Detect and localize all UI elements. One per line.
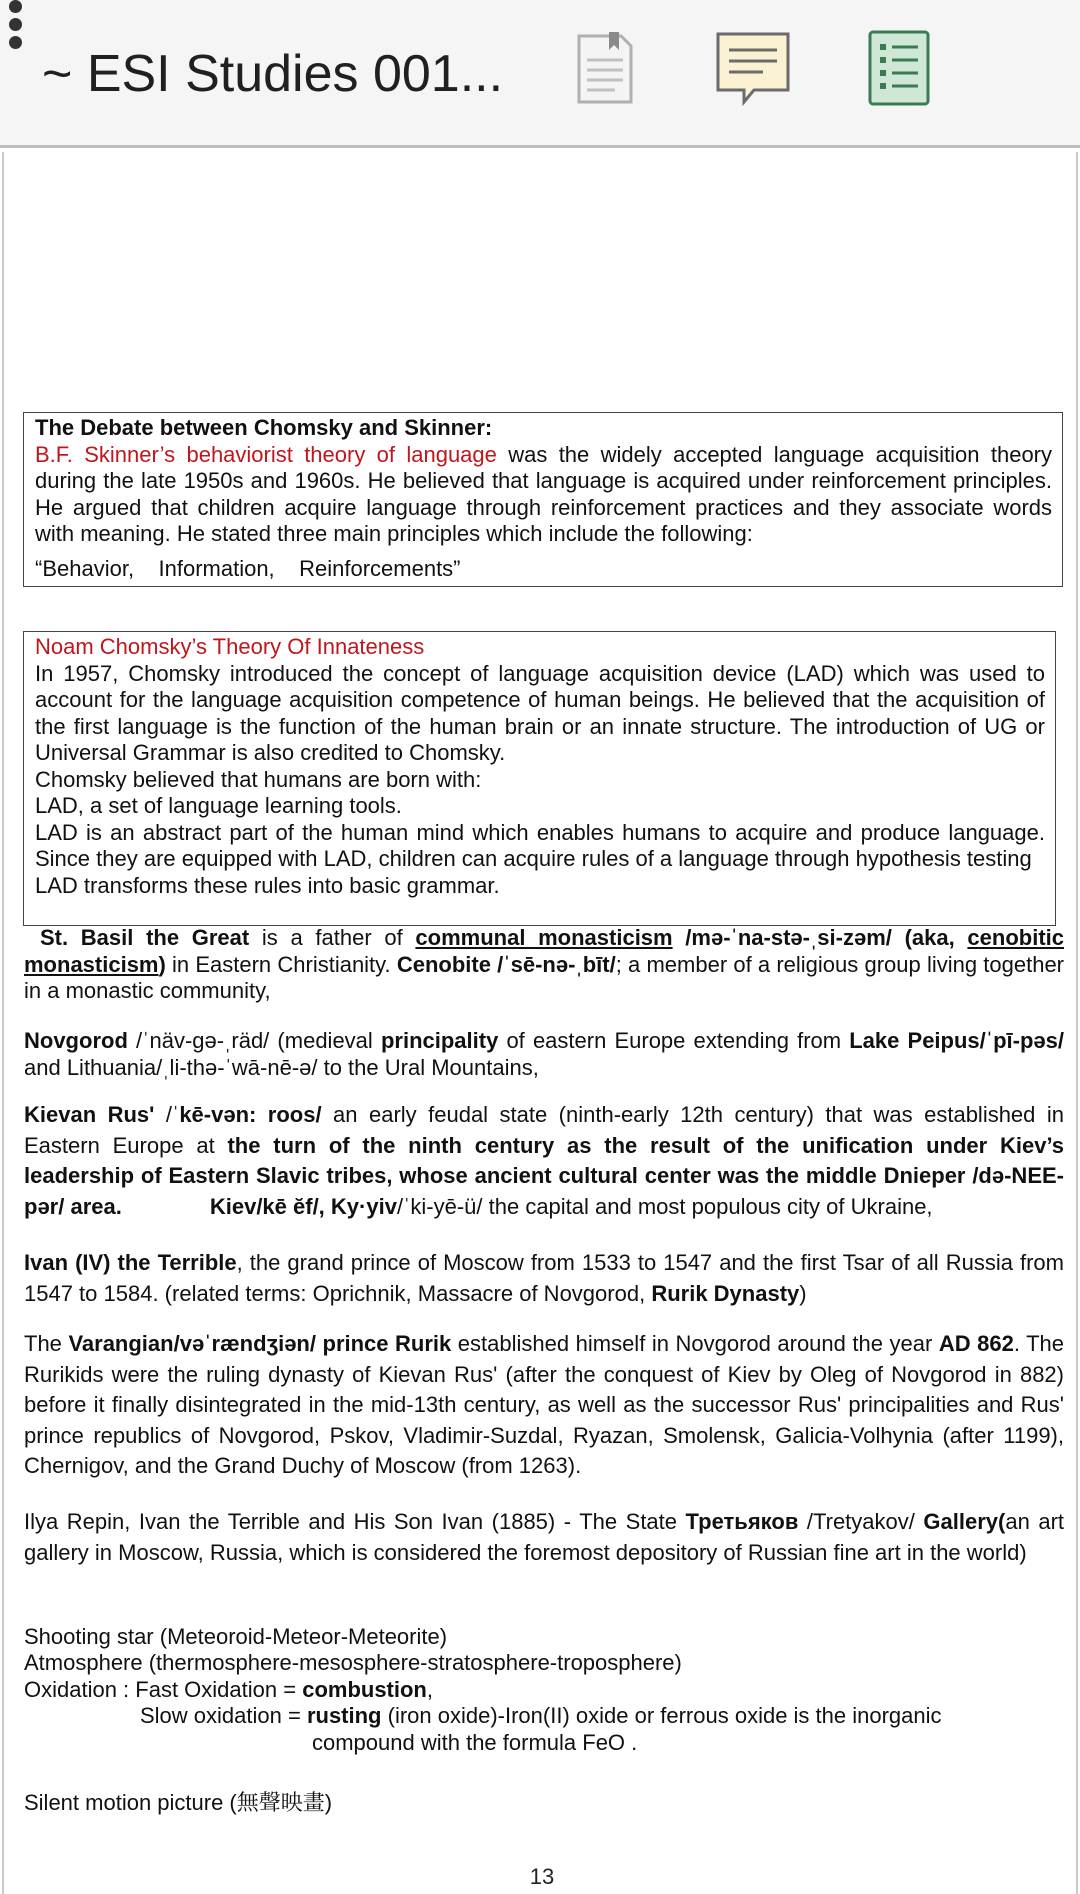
chomsky-innateness-box [23,631,1064,926]
list-icon[interactable] [868,30,930,113]
box2-p3: LAD, a set of language learning tools. [35,793,402,818]
shooting-star-line: Shooting star (Meteoroid-Meteor-Meteorite) [24,1624,448,1649]
box2-p1: In 1957, Chomsky introduced the concept of language acquisition device (LAD) which was used to account for the language acquisition competence of human beings. He believed that the acquisition of the first language is the function of the human brain or an innate structure. The introduction of UG or Universal Grammar is also credited to Chomsky. [35,660,1045,765]
app-bar [0,0,1080,148]
rurik-paragraph: The Varangian/vəˈrændʒiən/ prince Rurik established himself in Novgorod around the year AD 862. The Rurikids were the ruling dynasty of Kievan Rus' (after the conquest of Kiev by Oleg of Novgorod in 882) before it finally disintegrated in the mid-13th century, as well as the successor Rus' principalities and Rus' prince republics of Novgorod, Pskov, Vladimir-Suzdal, Ryazan, Smolensk, Galicia-Volhynia (after 1199), Chernigov, and the Grand Duchy of Moscow (from 1263). [24,1331,1065,1478]
box1-red-lead: B.F. Skinner’s behaviorist theory of language [35,441,497,467]
box2-heading: Noam Chomsky’s Theory Of Innateness [35,634,425,659]
kievan-rus-paragraph: Kievan Rus' /ˈkē-vən: roos/ an early feudal state (ninth-early 12th century) that was established in Eastern Europe at the turn of the ninth century as the result of the unification under Kiev’s leadership of Eastern Slavic tribes, whose ancient cultural center was the middle Dnieper /də-NEE-pər/ area. Kiev/kē ĕf/, Ky·yiv/ˈki-yē-ü/ the capital and most populous city of Ukraine, [24,1102,1064,1219]
box1-paragraph: B.F. Skinner’s behaviorist theory of language was the widely accepted language acquisition theory during the late 1950s and 1960s. He believed that language is acquired under reinforcement principles. He argued that children acquire language through reinforcement practices and they associate words with meaning. He stated three main principles which include the following: [35,441,1053,546]
box1-principles: “Behavior, Information, Reinforcements” [35,555,461,581]
document-page [2,152,1078,1894]
box1-heading: The Debate between Chomsky and Skinner: [35,415,493,440]
more-vert-icon[interactable] [0,0,30,52]
chomsky-skinner-box [23,412,1063,587]
oxidation-line: Oxidation : Fast Oxidation = combustion, [24,1677,433,1702]
box2-p5: LAD transforms these rules into basic grammar. [35,872,500,898]
basil-paragraph: St. Basil the Great is a father of communal monasticism /mə-ˈna-stə-ˌsi-zəm/ (aka, cenobitic monasticism) in Eastern Christianity. Cenobite /ˈsē-nə-ˌbīt/; a member of a religious group living together in a monastic community, [24,925,1064,1003]
slow-oxidation-line: Slow oxidation = rusting (iron oxide)-Iron(II) oxide or ferrous oxide is the inorganic [140,1703,942,1728]
atmosphere-line: Atmosphere (thermosphere-mesosphere-stratosphere-troposphere) [24,1650,682,1675]
document-title[interactable]: ~ ESI Studies 001... [42,45,504,103]
repin-paragraph: Ilya Repin, Ivan the Terrible and His Son Ivan (1885) - The State Третьяков /Tretyakov/ Gallery(an art gallery in Moscow, Russia, which is considered the foremost depository of Russian fine art in the world) [24,1509,1065,1565]
feo-line: compound with the formula FeO . [312,1730,638,1755]
box2-p2: Chomsky believed that humans are born with: [35,766,482,792]
comment-icon[interactable] [715,30,791,115]
silent-motion-line: Silent motion picture (無聲映畫) [24,1790,333,1815]
box2-p4: LAD is an abstract part of the human mind which enables humans to acquire and produce language. Since they are equipped with LAD, children can acquire rules of a language through hypothesis testing [35,819,1064,871]
ivan-paragraph: Ivan (IV) the Terrible, the grand prince of Moscow from 1533 to 1547 and the first Tsar of all Russia from 1547 to 1584. (related terms: Oprichnik, Massacre of Novgorod, Rurik Dynasty) [24,1250,1064,1306]
document-bookmark-icon[interactable] [575,30,635,111]
page-number: 13 [529,1864,555,1889]
novgorod-paragraph: Novgorod /ˈnäv-gə-ˌräd/ (medieval principality of eastern Europe extending from Lake Peipus/ˈpī-pəs/ and Lithuania/ˌli-thə-ˈwā-nē-ə/ to the Ural Mountains, [24,1028,1064,1080]
